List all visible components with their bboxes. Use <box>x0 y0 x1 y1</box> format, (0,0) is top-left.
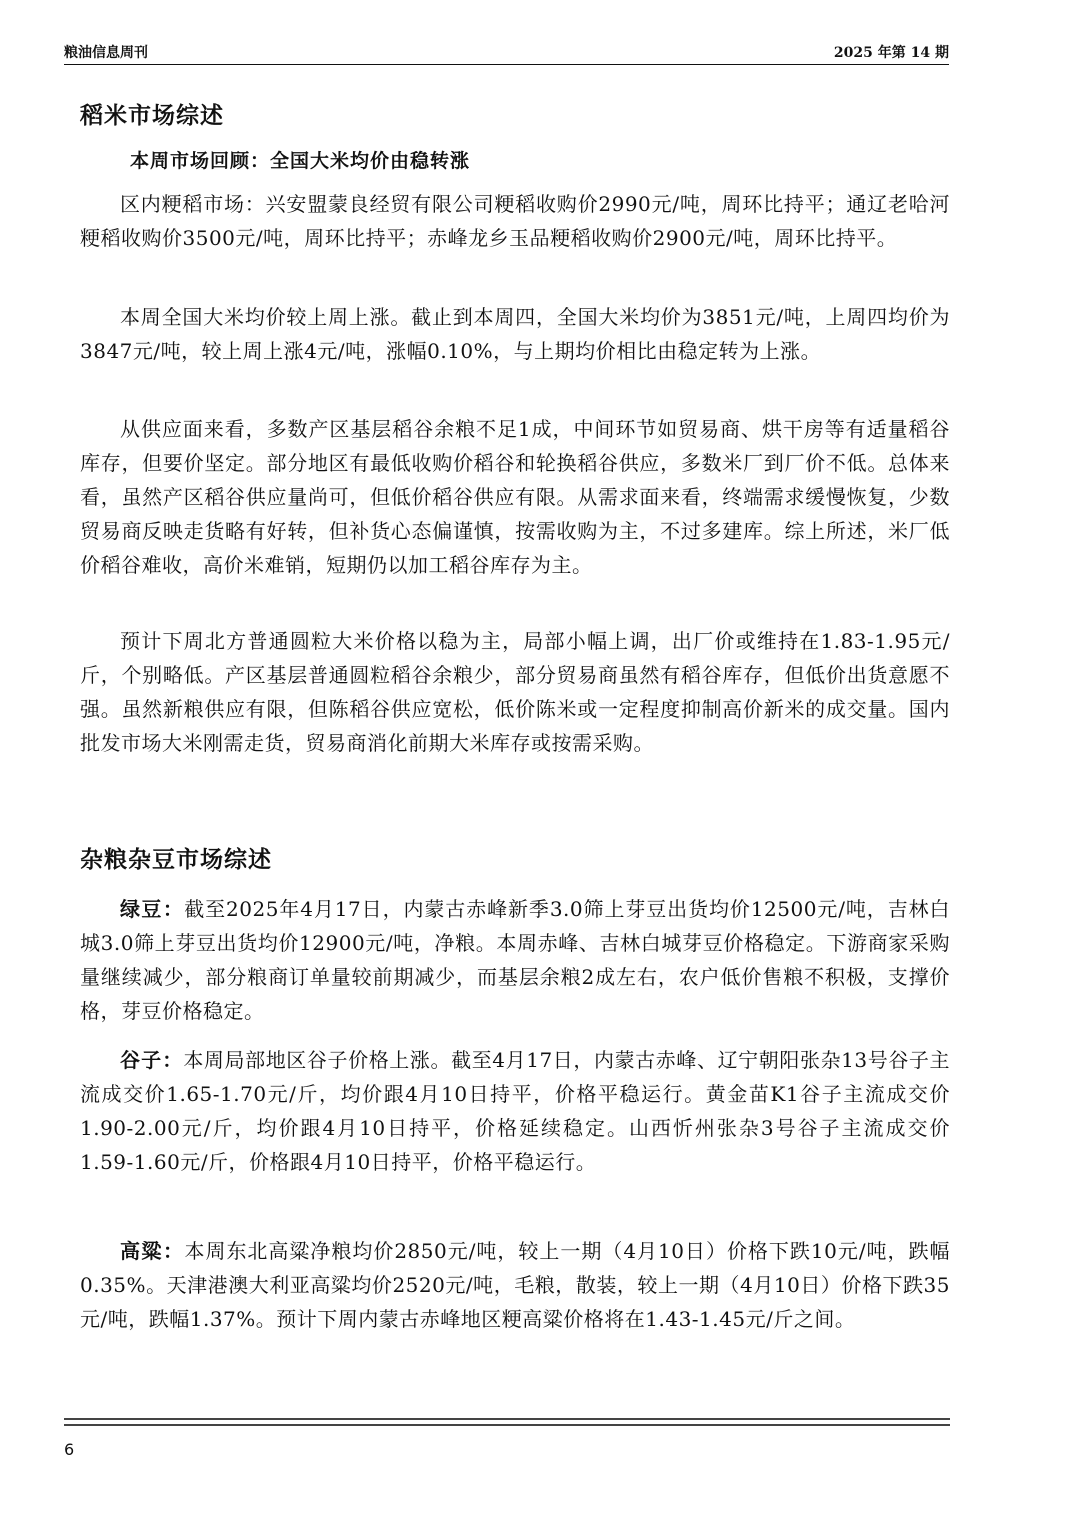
millet-paragraph <box>80 1043 950 1179</box>
page-number: 6 <box>64 1440 75 1459</box>
publication-name: 粮油信息周刊 <box>64 45 148 61</box>
mung-bean-paragraph <box>80 892 950 1028</box>
sorghum-lead: 高粱： <box>120 1239 185 1263</box>
header-rule <box>64 64 949 65</box>
footer-rule-bottom <box>64 1424 950 1426</box>
mung-bean-lead: 绿豆： <box>120 897 185 921</box>
rice-paragraph-1: 区内粳稻市场：兴安盟蒙良经贸有限公司粳稻收购价2990元/吨，周环比持平；通辽老哈河粳稻收购价3500元/吨，周环比持平；赤峰龙乡玉品粳稻收购价2900元/吨，周环比持平。 <box>80 192 950 250</box>
rice-paragraph-2: 本周全国大米均价较上周上涨。截止到本周四，全国大米均价为3851元/吨，上周四均价为3847元/吨，较上周上涨4元/吨，涨幅0.10%，与上期均价相比由稳定转为上涨。 <box>80 305 950 363</box>
sorghum-text: 本周东北高粱净粮均价2850元/吨，较上一期（4月10日）价格下跌10元/吨，跌幅0.35%。天津港澳大利亚高粱均价2520元/吨，毛粮，散装，较上一期（4月10日）价格下跌35元/吨，跌幅1.37%。预计下周内蒙古赤峰地区粳高粱价格将在1.43-1.45元/斤之间。 <box>80 1239 951 1331</box>
rice-subtitle: 本周市场回顾：全国大米均价由稳转涨 <box>130 150 471 172</box>
millet-text: 本周局部地区谷子价格上涨。截至4月17日，内蒙古赤峰、辽宁朝阳张杂13号谷子主流成交价1.65-1.70元/斤，均价跟4月10日持平，价格平稳运行。黄金苗K1谷子主流成交价1.90-2.00元/斤，均价跟4月10日持平，价格延续稳定。山西忻州张杂3号谷子主流成交价1.59-1.60元/斤，价格跟4月10日持平，价格平稳运行。 <box>80 1048 951 1174</box>
issue-number: 2025 年第 14 期 <box>833 45 949 61</box>
sorghum-paragraph <box>80 1234 950 1336</box>
rice-paragraph-3: 从供应面来看，多数产区基层稻谷余粮不足1成，中间环节如贸易商、烘干房等有适量稻谷库存，但要价坚定。部分地区有最低收购价稻谷和轮换稻谷供应，多数米厂到厂价不低。总体来看，虽然产区稻谷供应量尚可，但低价稻谷供应有限。从需求面来看，终端需求缓慢恢复，少数贸易商反映走货略有好转，但补货心态偏谨慎，按需收购为主，不过多建库。综上所述，米厂低价稻谷难收，高价米难销，短期仍以加工稻谷库存为主。 <box>80 417 950 577</box>
mung-bean-text: 截至2025年4月17日，内蒙古赤峰新季3.0筛上芽豆出货均价12500元/吨，吉林白城3.0筛上芽豆出货均价12900元/吨，净粮。本周赤峰、吉林白城芽豆价格稳定。下游商家采购量继续减少，部分粮商订单量较前期减少，而基层余粮2成左右，农户低价售粮不积极，支撑价格，芽豆价格稳定。 <box>80 897 951 1023</box>
grains-section-title: 杂粮杂豆市场综述 <box>80 847 272 873</box>
footer-rule-top <box>64 1418 950 1420</box>
rice-section-title: 稻米市场综述 <box>80 103 224 129</box>
running-header <box>64 44 949 66</box>
rice-paragraph-4: 预计下周北方普通圆粒大米价格以稳为主，局部小幅上调，出厂价或维持在1.83-1.95元/斤，个别略低。产区基层普通圆粒稻谷余粮少，部分贸易商虽然有稻谷库存，但低价出货意愿不强。虽然新粮供应有限，但陈稻谷供应宽松，低价陈米或一定程度抑制高价新米的成交量。国内批发市场大米刚需走货，贸易商消化前期大米库存或按需采购。 <box>80 629 950 755</box>
millet-lead: 谷子： <box>120 1048 184 1072</box>
